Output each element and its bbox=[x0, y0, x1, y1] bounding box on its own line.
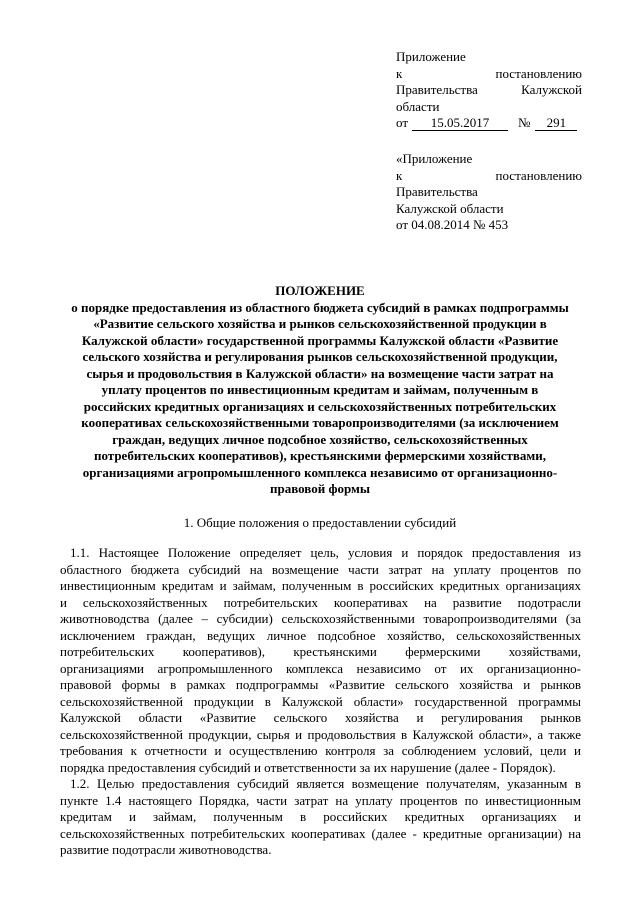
paragraph-line: 1.2. Целью предоставления субсидий является возмещение получателям, указанным в bbox=[70, 776, 581, 791]
appendix-date-number: от 04.08.2014 № 453 bbox=[396, 217, 509, 232]
heading-line: кооперативах сельскохозяйственными товаропроизводителями (за исключением bbox=[81, 415, 559, 430]
heading-line: организациями агропромышленного комплекса независимо от организационно- bbox=[82, 464, 558, 480]
resolution-number: 291 bbox=[535, 116, 577, 131]
appendix-to-resolution bbox=[396, 168, 582, 185]
appendix-to-resolution bbox=[396, 66, 582, 83]
paragraph-line: животноводства (далее – субсидии) сельскохозяйственными товаропроизводителями (за bbox=[60, 611, 581, 626]
paragraph-line: Калужской области «Развитие сельского хозяйства и регулирования рынков bbox=[60, 710, 581, 725]
paragraph-line: областного бюджета субсидий на возмещение части затрат на уплату процентов по bbox=[60, 561, 581, 577]
section-title: 1. Общие положения о предоставлении субсидий bbox=[183, 515, 457, 530]
appendix-to-word: к bbox=[396, 167, 403, 183]
paragraph-line: порядка предоставления субсидий и ответственности за их нарушение (далее - Порядок). bbox=[60, 759, 556, 775]
appendix-label: «Приложение bbox=[396, 151, 473, 166]
appendix-to-word: к bbox=[396, 65, 403, 81]
paragraph-line: организациями агропромышленного комплекса независимо от их организационно- bbox=[60, 660, 581, 676]
heading-line: Калужской области» государственной программы Калужской области «Развитие bbox=[81, 332, 559, 348]
paragraph-1-1 bbox=[60, 545, 581, 776]
paragraph-line: потребительских кооперативов), крестьянскими фермерскими хозяйствами, bbox=[60, 644, 581, 659]
appendix-government bbox=[396, 82, 582, 99]
appendix-region-word: Калужской bbox=[521, 82, 582, 97]
heading-line: «Развитие сельского хозяйства и рынков сельскохозяйственной продукции в bbox=[93, 316, 547, 331]
appendix-government-word: Правительства bbox=[396, 82, 478, 97]
appendix-label: Приложение bbox=[396, 49, 466, 64]
paragraph-line: пункте 1.4 настоящего Порядка, части затрат на уплату процентов по инвестиционным bbox=[60, 792, 581, 808]
paragraph-line: правовой формы в рамках подпрограммы «Развитие сельского хозяйства и рынков bbox=[60, 677, 581, 692]
number-sign: № bbox=[518, 115, 531, 130]
heading-line: уплату процентов по инвестиционным кредитам и займам, полученным в bbox=[101, 382, 539, 397]
paragraph-line: исключением граждан, ведущих личное подсобное хозяйство, сельскохозяйственных bbox=[60, 627, 581, 643]
appendix-oblast: области bbox=[396, 98, 440, 114]
paragraph-line: 1.1. Настоящее Положение определяет цель, условия и порядок предоставления из bbox=[70, 545, 581, 560]
paragraph-line: кредитам и займам, полученным в российских кредитных организациях и bbox=[60, 809, 581, 824]
paragraph-1-2 bbox=[60, 776, 581, 859]
paragraph-line: требования к отчетности и осуществлению контроля за соблюдением условий, цели и bbox=[60, 743, 581, 758]
appendix-block-current bbox=[396, 49, 582, 132]
document-title: ПОЛОЖЕНИЕ bbox=[275, 283, 365, 298]
date-prefix: от bbox=[396, 115, 409, 130]
paragraph-line: и сельскохозяйственных потребительских кооперативах на развитие подотрасли bbox=[60, 594, 581, 610]
paragraph-line: инвестиционным кредитам и займам, полученным в российских кредитных организациях bbox=[60, 578, 581, 593]
paragraph-line: сельскохозяйственной продукции, сырья и продовольствия в Калужской области», а также bbox=[60, 726, 581, 742]
appendix-resolution-word: постановлению bbox=[495, 167, 582, 183]
resolution-date: 15.05.2017 bbox=[412, 116, 508, 131]
heading-line: российских кредитных организациях и сельскохозяйственных потребительских bbox=[83, 398, 557, 414]
paragraph-line: развитие подотрасли животноводства. bbox=[60, 842, 272, 857]
appendix-date-line bbox=[396, 115, 582, 132]
appendix-block-original bbox=[396, 151, 582, 234]
document-body bbox=[60, 545, 581, 859]
heading-line: граждан, ведущих личное подсобное хозяйство, сельскохозяйственных bbox=[112, 431, 528, 447]
document-heading bbox=[60, 283, 580, 498]
heading-line: сельского хозяйства и регулирования рынков сельскохозяйственной продукции, bbox=[82, 349, 558, 364]
paragraph-line: сельскохозяйственной продукции в Калужской области» государственной программы bbox=[60, 693, 581, 709]
appendix-government: Правительства bbox=[396, 184, 478, 199]
paragraph-line: сельскохозяйственных потребительских кооперативах (далее - кредитные организации) на bbox=[60, 825, 581, 841]
appendix-region: Калужской области bbox=[396, 200, 504, 216]
heading-line: потребительских кооперативов), крестьянскими фермерскими хозяйствами, bbox=[93, 448, 547, 463]
appendix-resolution-word: постановлению bbox=[495, 65, 582, 81]
heading-line: правовой формы bbox=[269, 481, 371, 496]
heading-line: сырья и продовольствия в Калужской области» на возмещение части затрат на bbox=[86, 365, 554, 381]
heading-line: о порядке предоставления из областного бюджета субсидий в рамках подпрограммы bbox=[71, 299, 569, 315]
